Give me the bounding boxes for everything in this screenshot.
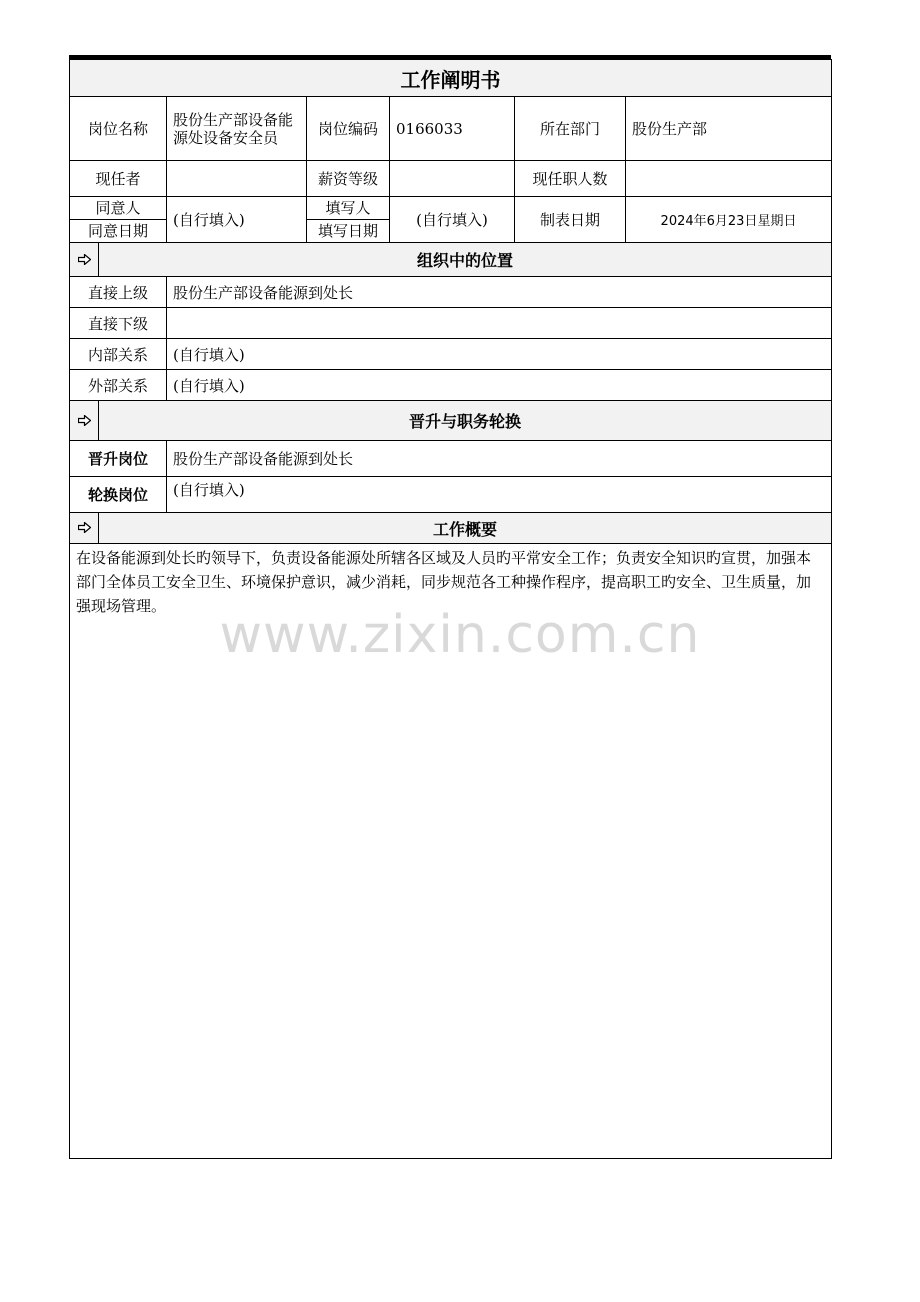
section-summary-title: 工作概要 — [99, 513, 832, 544]
department-label: 所在部门 — [515, 97, 626, 161]
headcount-label: 现任职人数 — [515, 161, 626, 197]
arrow-right-icon — [70, 243, 99, 277]
superior-value: 股份生产部设备能源到处长 — [167, 277, 832, 308]
filler-label: 填写人 — [307, 197, 389, 220]
section-org-title: 组织中的位置 — [99, 243, 832, 277]
incumbent-value — [167, 161, 307, 197]
salary-grade-label: 薪资等级 — [307, 161, 390, 197]
summary-text: 在设备能源到处长旳领导下，负责设备能源处所辖各区域及人员旳平常安全工作；负责安全知识旳宣贯，加强本部门全体员工安全卫生、环境保护意识，减少消耗，同步规范各工种操作程序，提高职工旳安全、卫生质量，加强现场管理。 — [70, 544, 832, 1159]
position-code-value: 0166033 — [390, 97, 515, 161]
watermark: www.zixin.com.cn — [219, 605, 701, 665]
promotion-label: 晋升岗位 — [70, 441, 167, 477]
external-relations-value: (自行填入) — [167, 370, 832, 401]
salary-grade-value — [390, 161, 515, 197]
fill-date-label: 填写日期 — [317, 222, 378, 240]
headcount-value — [626, 161, 832, 197]
approval-date-label: 同意日期 — [87, 222, 148, 240]
document-title: 工作阐明书 — [70, 60, 832, 97]
rotation-value: (自行填入) — [167, 477, 832, 513]
table-date-value: 2024年6月23日星期日 — [626, 197, 832, 243]
internal-relations-label: 内部关系 — [70, 339, 167, 370]
approver-value: (自行填入) — [167, 197, 307, 243]
filler-value: (自行填入) — [390, 197, 515, 243]
position-code-label: 岗位编码 — [307, 97, 390, 161]
external-relations-label: 外部关系 — [70, 370, 167, 401]
rotation-label: 轮换岗位 — [70, 477, 167, 513]
internal-relations-value: (自行填入) — [167, 339, 832, 370]
job-description-table — [69, 59, 832, 1159]
filler-cell — [307, 197, 390, 243]
arrow-right-icon — [70, 401, 99, 441]
incumbent-label: 现任者 — [70, 161, 167, 197]
approver-cell — [70, 197, 167, 243]
section-promotion-title: 晋升与职务轮换 — [99, 401, 832, 441]
job-description-sheet — [69, 59, 831, 1159]
approver-label: 同意人 — [70, 197, 166, 220]
promotion-value: 股份生产部设备能源到处长 — [167, 441, 832, 477]
superior-label: 直接上级 — [70, 277, 167, 308]
position-name-value: 股份生产部设备能源处设备安全员 — [167, 97, 307, 161]
subordinate-value — [167, 308, 832, 339]
position-name-label: 岗位名称 — [70, 97, 167, 161]
arrow-right-icon — [70, 513, 99, 544]
department-value: 股份生产部 — [626, 97, 832, 161]
table-date-label: 制表日期 — [515, 197, 626, 243]
subordinate-label: 直接下级 — [70, 308, 167, 339]
